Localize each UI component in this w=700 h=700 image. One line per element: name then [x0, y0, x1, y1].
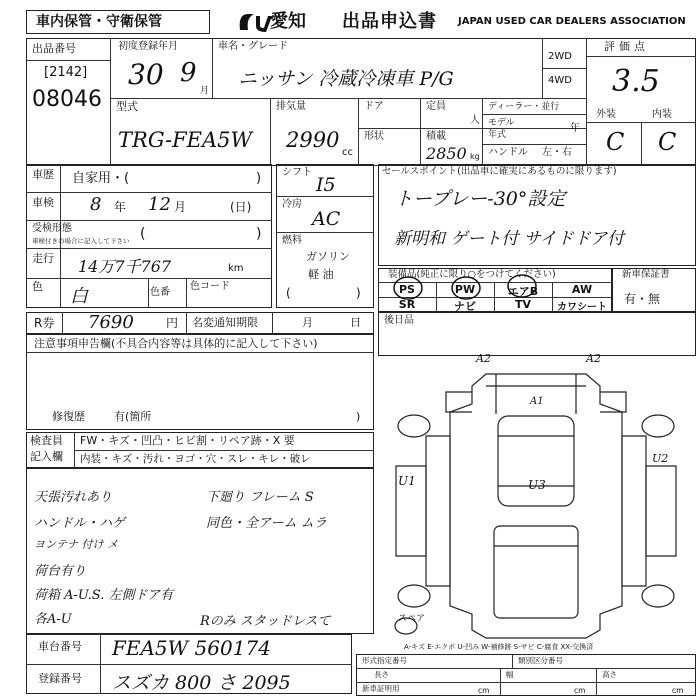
- inspector-row2: 内装・キズ・汚れ・ヨゴ・穴・スレ・キレ・破レ: [80, 453, 311, 465]
- exterior-grade: C: [606, 128, 625, 156]
- equipment-pw: PW: [454, 283, 476, 296]
- form-title: 出品申込書: [342, 11, 437, 32]
- car-name-value: ニッサン 冷蔵冷凍車 P/G: [238, 68, 454, 90]
- color-label: 色: [32, 280, 43, 293]
- equipment-sr: SR: [398, 298, 416, 311]
- reception-open: (: [140, 226, 146, 242]
- recycle-label: R券: [34, 316, 55, 330]
- spare-label: スペア: [398, 614, 426, 624]
- remarks-box: [378, 312, 696, 356]
- lot-sub-number: [2142]: [44, 65, 88, 80]
- handle-label: ハンドル: [488, 147, 528, 158]
- inspection-label: 車検: [32, 196, 54, 209]
- classification-label: 類別区分番号: [518, 656, 563, 665]
- storage-label: 車内保管・守衛保管: [36, 14, 162, 30]
- equipment-ps: PS: [399, 283, 415, 296]
- note-3: ヨンテナ 付け メ: [34, 538, 118, 551]
- equipment-airbag: エアB: [507, 285, 539, 298]
- warranty-label: 新車保証書: [622, 269, 670, 280]
- recycle-value: 7690: [88, 312, 134, 333]
- height-unit: cm: [672, 686, 684, 695]
- reception-note: 車検付きの場合に記入して下さい: [32, 237, 130, 245]
- width-unit: cm: [574, 686, 586, 695]
- dealer-label: ディーラー・並行: [488, 102, 560, 112]
- drive-4wd: 4WD: [548, 75, 572, 86]
- inspector-row1: FW・キズ・凹凸・ヒビ割・リペア跡・X 要: [80, 434, 295, 447]
- history-value: 自家用・(: [72, 171, 130, 186]
- history-label: 車歴: [32, 168, 54, 181]
- damage-legend: A-キズ E-エクボ U-凹み W-補修跡 S-サビ C-腐食 XX-交換済: [404, 643, 594, 651]
- remarks-label: 後日品: [384, 315, 414, 326]
- fuel-diesel: 軽 油: [308, 268, 334, 281]
- logo-text: 愛知: [270, 11, 306, 32]
- inspection-year-unit: 年: [114, 200, 127, 214]
- registration-year: 30: [128, 58, 164, 91]
- capacity-label: 定員: [426, 101, 446, 112]
- capacity-unit: 人: [470, 115, 480, 126]
- repair-history-close: ): [356, 410, 361, 423]
- length-label: 長さ: [374, 670, 389, 679]
- year-unit: 年: [570, 123, 580, 134]
- diagram-mark-a1: A1: [530, 396, 544, 407]
- diagram-mark-a2-right: A2: [586, 352, 601, 365]
- inspection-month-unit: 月: [174, 200, 187, 214]
- shift-value: I5: [316, 174, 336, 196]
- fuel-close: ): [356, 286, 361, 300]
- sales-point-line2: 新明和 ゲート付 サイドドア付: [394, 229, 625, 249]
- recycle-unit: 円: [166, 316, 179, 330]
- handle-options: 左・右: [542, 147, 572, 158]
- note-2: ハンドル・ハゲ: [34, 516, 126, 531]
- lot-number-label: 出品番号: [32, 42, 76, 55]
- equipment-aw: AW: [571, 283, 593, 296]
- load-label: 積載: [426, 131, 446, 142]
- sales-point-box: [378, 164, 696, 266]
- inspection-day-unit: (日): [230, 200, 252, 214]
- notice-day: 日: [350, 316, 361, 329]
- notice-month: 月: [302, 316, 313, 329]
- length-unit: cm: [478, 686, 490, 695]
- equipment-label: 装備品(純正に限り○をつけてください): [388, 269, 556, 280]
- plate-value: スズカ 800 さ 2095: [112, 672, 291, 694]
- note-right-1: 下廻り フレーム S: [206, 490, 314, 505]
- chassis-value: FEA5W 560174: [112, 636, 271, 660]
- fuel-gasoline: ガソリン: [306, 250, 350, 263]
- registration-label: 初度登録年月: [118, 41, 178, 52]
- diagram-mark-a2-left: A2: [476, 352, 491, 365]
- shift-label: シフト: [282, 167, 312, 178]
- width-label: 幅: [506, 670, 514, 679]
- fuel-label: 燃料: [282, 235, 302, 246]
- sales-point-line1: トープレー-30°設定: [394, 188, 566, 210]
- year-label: 年式: [488, 130, 507, 140]
- association-name: JAPAN USED CAR DEALERS ASSOCIATION: [458, 16, 686, 27]
- height-label: 高さ: [602, 670, 617, 679]
- inspector-label1: 検査員: [30, 434, 63, 447]
- equipment-circle-marks: [378, 266, 612, 300]
- vehicle-info-box: [26, 164, 272, 308]
- mileage-unit: km: [228, 263, 244, 274]
- load-unit: kg: [470, 152, 480, 161]
- diagram-mark-u1: U1: [398, 474, 416, 488]
- interior-grade: C: [658, 128, 677, 156]
- repair-history-value: 有(箇所: [114, 410, 152, 423]
- chassis-label: 車台番号: [38, 640, 82, 653]
- note-right-2: 同色・全アーム ムラ: [206, 516, 327, 531]
- reception-label: 受検形態: [32, 223, 72, 234]
- registration-month-suffix: 月: [200, 86, 210, 96]
- model-value: TRG-FEA5W: [118, 128, 253, 152]
- inspector-label2: 記入欄: [30, 450, 63, 463]
- car-name-label: 車名・グレード: [218, 41, 288, 52]
- ac-label: 冷房: [282, 199, 302, 210]
- equipment-tv: TV: [514, 298, 532, 311]
- model-year-label: モデル: [488, 118, 515, 128]
- note-4: 荷台有り: [34, 564, 87, 579]
- equipment-navi: ナビ: [454, 300, 476, 313]
- notice-label: 名変通知期限: [192, 316, 258, 329]
- diagram-mark-u2: U2: [652, 452, 669, 465]
- rating-label: 評価点: [604, 40, 649, 53]
- lot-number: 08046: [32, 87, 102, 112]
- equipment-leather-seat: カワシート: [557, 302, 607, 313]
- diagram-mark-u3: U3: [528, 478, 546, 492]
- type-designation-label: 形式指定番号: [362, 656, 407, 665]
- mileage-value: 14万7千767: [78, 257, 172, 276]
- color-code-label: 色コード: [190, 281, 230, 292]
- load-value: 2850: [426, 144, 467, 163]
- history-close: ): [256, 171, 262, 186]
- fuel-open: (: [286, 286, 291, 300]
- displacement-label: 排気量: [276, 101, 306, 112]
- note-6: 各A-U: [34, 612, 72, 627]
- displacement-unit: cc: [342, 147, 353, 158]
- shape-label: 形状: [364, 131, 384, 142]
- plate-label: 登録番号: [38, 672, 82, 685]
- displacement-value: 2990: [286, 128, 340, 152]
- repair-history-label: 修復歴: [52, 410, 85, 423]
- registration-month: 9: [180, 58, 197, 88]
- new-car-cert-label: 新車証明用: [362, 684, 400, 693]
- mileage-label: 走行: [32, 252, 54, 265]
- inspection-year: 8: [90, 194, 102, 215]
- drive-2wd: 2WD: [548, 51, 572, 62]
- ac-value: AC: [312, 208, 341, 230]
- color-number-label: 色番: [150, 287, 170, 298]
- door-label: ドア: [364, 101, 384, 112]
- note-5: 荷箱 A-U.S. 左側ドア有: [34, 588, 174, 603]
- color-value: 白: [70, 286, 88, 307]
- interior-label: 内装: [652, 109, 672, 120]
- model-label: 型式: [116, 100, 138, 113]
- exterior-label: 外装: [596, 109, 616, 120]
- reception-close: ): [256, 226, 262, 242]
- inspection-month: 12: [148, 194, 171, 215]
- sales-point-label: セールスポイント(出品車に確実にあるものに限ります): [382, 166, 617, 177]
- declaration-label: 注意事項申告欄(不具合内容等は具体的に記入して下さい): [34, 337, 318, 350]
- note-right-3: Rのみ スタッドレスて: [200, 614, 331, 629]
- note-1: 天張汚れあり: [34, 490, 113, 505]
- warranty-options: 有・無: [624, 292, 661, 306]
- rating-value: 3.5: [612, 64, 660, 99]
